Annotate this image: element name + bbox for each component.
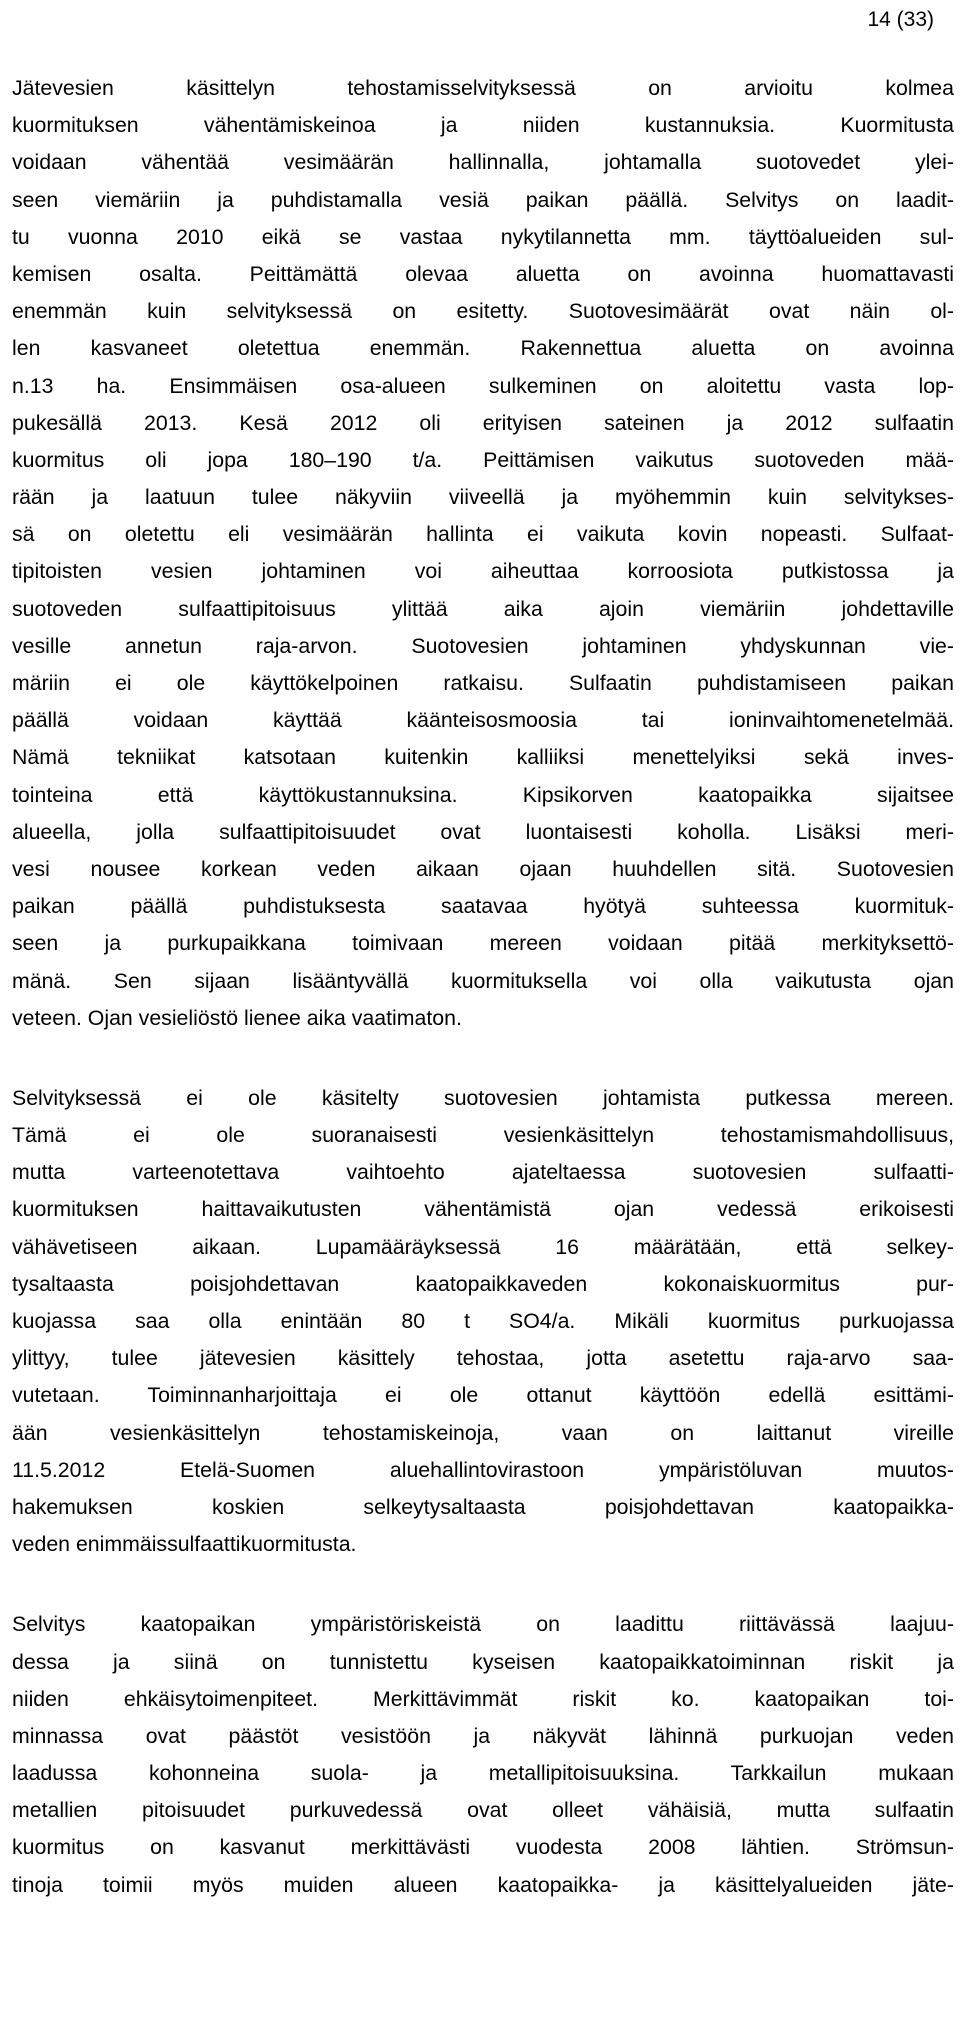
text-line: tointeina että käyttökustannuksina. Kipsikorven kaatopaikka sijaitsee xyxy=(12,782,954,807)
text-line: Tämä ei ole suoranaisesti vesienkäsittelyn tehostamismahdollisuus, xyxy=(12,1123,954,1148)
text-line: kuormitus on kasvanut merkittävästi vuodesta 2008 lähtien. Strömsun- xyxy=(12,1835,954,1860)
text-line: vutetaan. Toiminnanharjoittaja ei ole ottanut käyttöön edellä esittämi- xyxy=(12,1383,954,1408)
text-line: minnassa ovat päästöt vesistöön ja näkyvät lähinnä purkuojan veden xyxy=(12,1723,954,1748)
text-line: ylittyy, tulee jätevesien käsittely tehostaa, jotta asetettu raja-arvo saa- xyxy=(12,1346,954,1371)
text-line: kuormituksen haittavaikutusten vähentämistä ojan vedessä erikoisesti xyxy=(12,1197,954,1222)
text-line: veden enimmäissulfaattikuormitusta. xyxy=(12,1532,357,1557)
text-line: märiin ei ole käyttökelpoinen ratkaisu. Sulfaatin puhdistamiseen paikan xyxy=(12,671,954,695)
text-line: mänä. Sen sijaan lisääntyvällä kuormituksella voi olla vaikutusta ojan xyxy=(12,968,954,993)
text-line: Selvitys kaatopaikan ympäristöriskeistä on laadittu riittävässä laajuu- xyxy=(12,1612,954,1637)
text-line: seen ja purkupaikkana toimivaan mereen voidaan pitää merkityksettö- xyxy=(12,931,954,956)
text-line: vesille annetun raja-arvon. Suotovesien johtaminen yhdyskunnan vie- xyxy=(12,633,954,658)
text-line: pukesällä 2013. Kesä 2012 oli erityisen sateinen ja 2012 sulfaatin xyxy=(12,410,954,435)
text-line: päällä voidaan käyttää käänteisosmoosia tai ioninvaihtomenetelmää. xyxy=(12,708,954,733)
text-line: Nämä tekniikat katsotaan kuitenkin kalliiksi menettelyiksi sekä inves- xyxy=(12,745,954,770)
text-line: tysaltaasta poisjohdettavan kaatopaikkaveden kokonaiskuormitus pur- xyxy=(12,1271,954,1296)
text-line: kuormituksen vähentämiskeinoa ja niiden kustannuksia. Kuormitusta xyxy=(12,113,954,138)
text-line: laadussa kohonneina suola- ja metallipitoisuuksina. Tarkkailun mukaan xyxy=(12,1761,954,1786)
text-line: Jätevesien käsittelyn tehostamisselvityksessä on arvioitu kolmea xyxy=(12,76,954,100)
text-line: seen viemäriin ja puhdistamalla vesiä paikan päällä. Selvitys on laadit- xyxy=(12,187,954,212)
paragraph-gap xyxy=(12,1563,954,1606)
page-number: 14 (33) xyxy=(867,8,934,31)
text-line: vesi nousee korkean veden aikaan ojaan huuhdellen sitä. Suotovesien xyxy=(12,856,954,881)
text-line: rään ja laatuun tulee näkyviin viiveellä ja myöhemmin kuin selvitykses- xyxy=(12,485,954,510)
text-line: kuormitus oli jopa 180–190 t/a. Peittämisen vaikutus suotoveden mää- xyxy=(12,447,954,472)
text-line: hakemuksen koskien selkeytysaltaasta poisjohdettavan kaatopaikka- xyxy=(12,1494,954,1519)
text-line: sä on oletettu eli vesimäärän hallinta ei vaikuta kovin nopeasti. Sulfaat- xyxy=(12,522,954,547)
paragraph-risk-assessment xyxy=(12,1606,954,1904)
text-line: dessa ja siinä on tunnistettu kyseisen kaatopaikkatoiminnan riskit ja xyxy=(12,1649,954,1674)
text-line: vähävetiseen aikaan. Lupamääräyksessä 16 määrätään, että selkey- xyxy=(12,1234,954,1259)
text-line: kuojassa saa olla enintään 80 t SO4/a. Mikäli kuormitus purkuojassa xyxy=(12,1309,954,1333)
text-line: Selvityksessä ei ole käsitelty suotovesien johtamista putkessa mereen. xyxy=(12,1085,954,1110)
text-line: kemisen osalta. Peittämättä olevaa aluetta on avoinna huomattavasti xyxy=(12,261,954,286)
text-line: len kasvaneet oletettua enemmän. Rakennettua aluetta on avoinna xyxy=(12,336,954,361)
text-line: mutta varteenotettava vaihtoehto ajateltaessa suotovesien sulfaatti- xyxy=(12,1160,954,1185)
text-line: ään vesienkäsittelyn tehostamiskeinoja, vaan on laittanut vireille xyxy=(12,1420,954,1445)
text-line: 11.5.2012 Etelä-Suomen aluehallintovirastoon ympäristöluvan muutos- xyxy=(12,1457,954,1482)
text-line: veteen. Ojan vesieliöstö lienee aika vaatimaton. xyxy=(12,1005,462,1030)
text-line: alueella, jolla sulfaattipitoisuudet ovat luontaisesti koholla. Lisäksi meri- xyxy=(12,819,954,844)
text-line: tipitoisten vesien johtaminen voi aiheuttaa korroosiota putkistossa ja xyxy=(12,559,954,584)
paragraph-gap xyxy=(12,1037,954,1080)
paragraph-sea-pipeline xyxy=(12,1080,954,1563)
text-line: n.13 ha. Ensimmäisen osa-alueen sulkeminen on aloitettu vasta lop- xyxy=(12,373,954,398)
paragraph-wastewater-report xyxy=(12,70,954,1037)
document-body xyxy=(12,70,954,1904)
text-line: tinoja toimii myös muiden alueen kaatopaikka- ja käsittelyalueiden jäte- xyxy=(12,1872,954,1897)
text-line: niiden ehkäisytoimenpiteet. Merkittävimmät riskit ko. kaatopaikan toi- xyxy=(12,1686,954,1711)
text-line: metallien pitoisuudet purkuvedessä ovat olleet vähäisiä, mutta sulfaatin xyxy=(12,1798,954,1823)
text-line: enemmän kuin selvityksessä on esitetty. Suotovesimäärät ovat näin ol- xyxy=(12,299,954,324)
text-line: tu vuonna 2010 eikä se vastaa nykytilannetta mm. täyttöalueiden sul- xyxy=(12,224,954,249)
text-line: paikan päällä puhdistuksesta saatavaa hyötyä suhteessa kuormituk- xyxy=(12,894,954,919)
text-line: suotoveden sulfaattipitoisuus ylittää aika ajoin viemäriin johdettaville xyxy=(12,596,954,621)
text-line: voidaan vähentää vesimäärän hallinnalla, johtamalla suotovedet ylei- xyxy=(12,150,954,175)
